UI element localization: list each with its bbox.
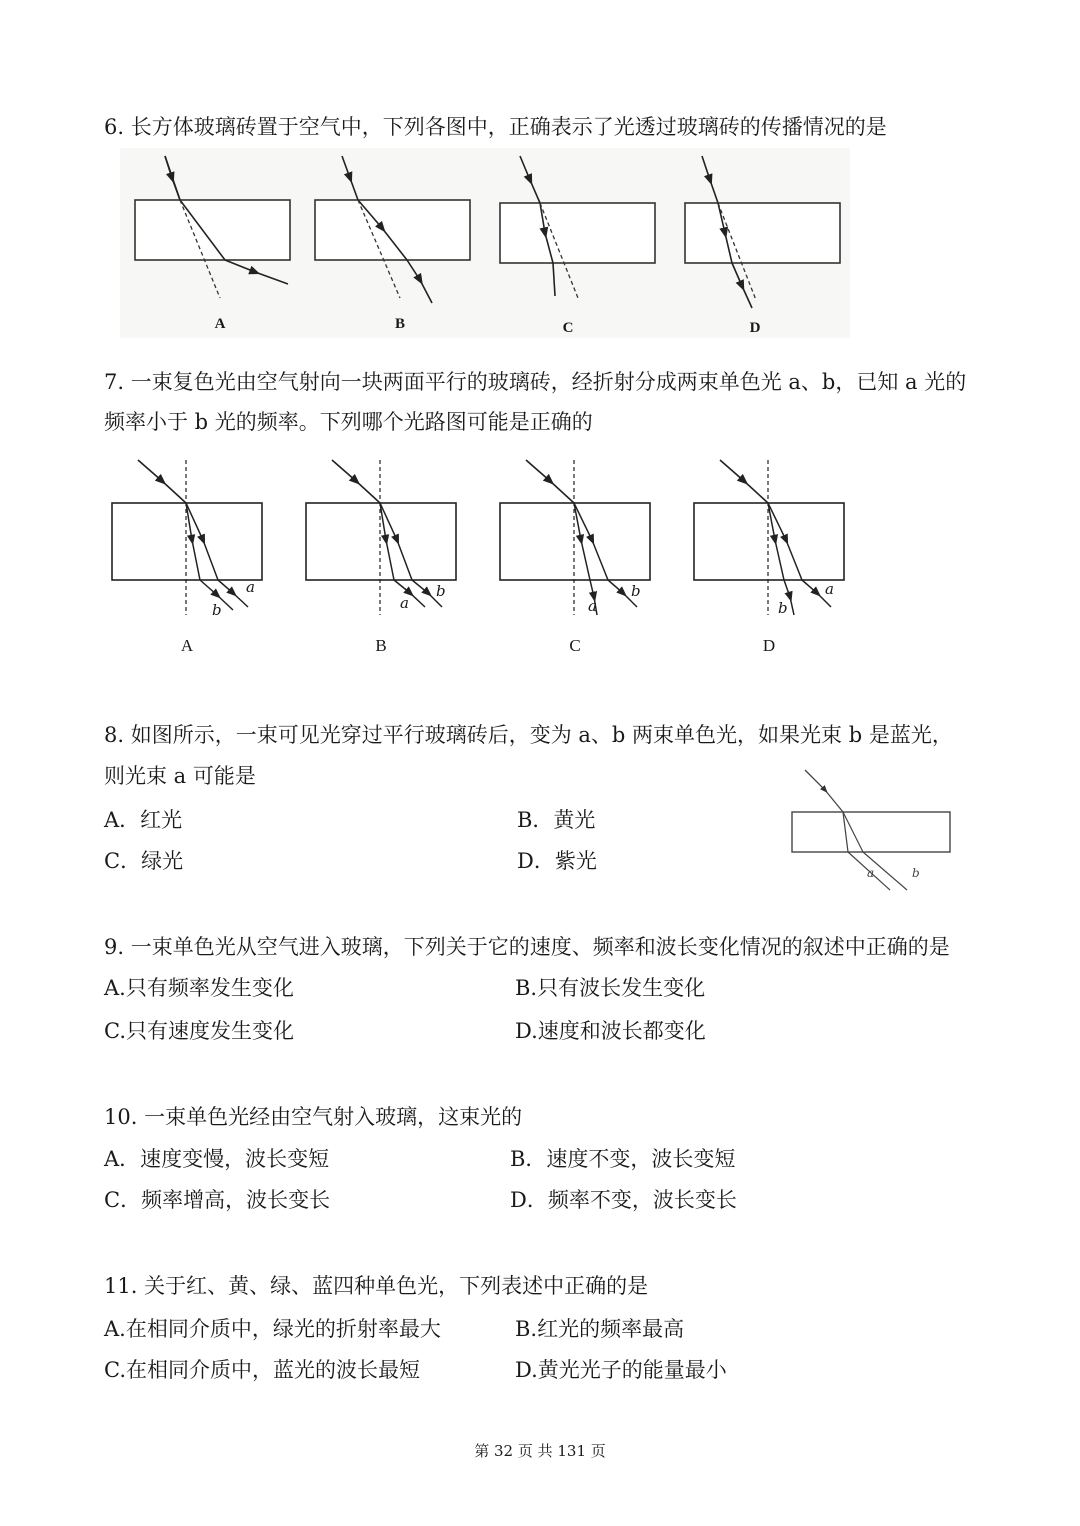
q8-ray-b: b <box>912 866 920 880</box>
q10-stem: 10. 一束单色光经由空气射入玻璃，这束光的 <box>104 1105 523 1129</box>
q10-option-a: A．速度变慢，波长变短 <box>104 1147 330 1171</box>
q10-option-d: D．频率不变，波长变长 <box>510 1188 737 1212</box>
q7-label-b: B <box>375 636 387 655</box>
q7-b-ray-b: b <box>436 582 446 600</box>
q6-label-b: B <box>394 316 405 332</box>
q8-option-d: D．紫光 <box>517 849 597 873</box>
q9-option-a: A.只有频率发生变化 <box>104 976 294 1000</box>
q9-stem: 9. 一束单色光从空气进入玻璃，下列关于它的速度、频率和波长变化情况的叙述中正确的是 <box>104 935 950 959</box>
q7-figure-c <box>500 460 650 615</box>
q7-a-ray-a: a <box>246 578 255 596</box>
q7-c-ray-a: a <box>588 597 597 615</box>
q7-c-ray-b: b <box>631 582 641 600</box>
q7-a-ray-b: b <box>212 601 222 619</box>
q7-label-c: C <box>569 636 581 655</box>
q7-figure-d <box>694 460 844 615</box>
q11-option-c: C.在相同介质中，蓝光的波长最短 <box>104 1358 420 1382</box>
q8-option-c: C．绿光 <box>104 849 184 873</box>
q6-label-c: C <box>562 320 574 336</box>
q7-b-ray-a: a <box>400 594 409 612</box>
q11-stem: 11. 关于红、黄、绿、蓝四种单色光，下列表述中正确的是 <box>104 1274 649 1298</box>
q11-option-b: B.红光的频率最高 <box>515 1317 685 1341</box>
page-footer: 第 32 页 共 131 页 <box>474 1442 606 1460</box>
q10-option-c: C．频率增高，波长变长 <box>104 1188 331 1212</box>
q7-figure-a <box>112 460 262 615</box>
q7-label-a: A <box>180 636 194 655</box>
q6-stem: 6. 长方体玻璃砖置于空气中，下列各图中，正确表示了光透过玻璃砖的传播情况的是 <box>104 115 887 139</box>
q7-figures <box>100 455 870 625</box>
q8-stem-line1: 8. 如图所示，一束可见光穿过平行玻璃砖后，变为 a、b 两束单色光，如果光束 b 是蓝光， <box>104 723 953 747</box>
q8-ray-a: a <box>867 866 875 880</box>
q8-option-b: B．黄光 <box>517 808 596 832</box>
q7-figure-b <box>306 460 456 615</box>
q7-d-ray-a: a <box>825 580 834 598</box>
q8-option-a: A．红光 <box>104 808 183 832</box>
q10-option-b: B．速度不变，波长变短 <box>510 1147 736 1171</box>
q8-figure <box>785 765 965 895</box>
q9-option-c: C.只有速度发生变化 <box>104 1019 294 1043</box>
q11-option-a: A.在相同介质中，绿光的折射率最大 <box>104 1317 441 1341</box>
q11-option-d: D.黄光光子的能量最小 <box>515 1358 727 1382</box>
q7-stem-line2: 频率小于 b 光的频率。下列哪个光路图可能是正确的 <box>104 410 593 434</box>
q6-figures <box>120 148 850 338</box>
q7-stem-line1: 7. 一束复色光由空气射向一块两面平行的玻璃砖，经折射分成两束单色光 a、b，已知 a 光的 <box>104 370 967 394</box>
q7-d-ray-b: b <box>778 599 788 617</box>
q7-label-d: D <box>762 636 776 655</box>
q6-label-d: D <box>749 320 761 336</box>
q9-option-b: B.只有波长发生变化 <box>515 976 706 1000</box>
q6-label-a: A <box>214 316 226 332</box>
q9-option-d: D.速度和波长都变化 <box>515 1019 706 1043</box>
q8-stem-line2: 则光束 a 可能是 <box>104 764 256 788</box>
